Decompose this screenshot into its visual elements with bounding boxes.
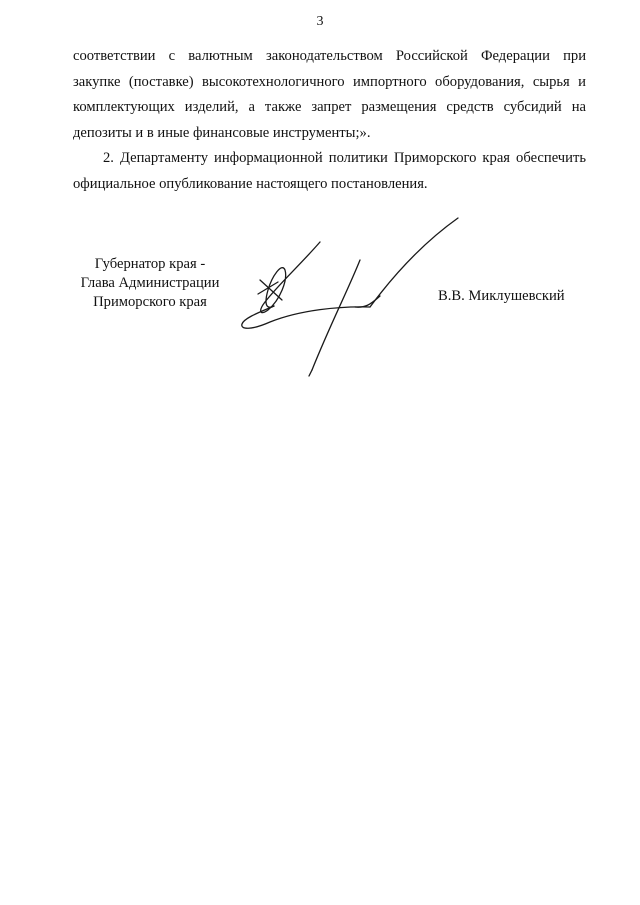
signatory-name: В.В. Миклушевский	[438, 288, 565, 304]
signatory-position-line: Приморского края	[93, 294, 207, 310]
signatory-position-line: Глава Администрации	[80, 275, 220, 291]
paragraph-line: депозиты и в иные финансовые инструменты;».	[73, 124, 371, 141]
paragraph-line: закупке (поставке) высокотехнологичного импортного оборудования, сырья и	[73, 73, 586, 90]
paragraph-line: официальное опубликование настоящего постановления.	[73, 175, 428, 192]
signatory-position	[60, 255, 240, 312]
paragraph-item-2	[73, 146, 586, 197]
page-number: 3	[316, 14, 324, 29]
paragraph-continuation	[73, 44, 586, 146]
paragraph-line: 2. Департаменту информационной политики Приморского края обеспечить	[103, 150, 586, 166]
paragraph-line: комплектующих изделий, а также запрет размещения средств субсидий на	[73, 99, 586, 115]
handwritten-signature	[230, 210, 470, 380]
paragraph-line: соответствии с валютным законодательством Российской Федерации при	[73, 48, 586, 64]
signatory-position-line: Губернатор края -	[94, 256, 206, 272]
